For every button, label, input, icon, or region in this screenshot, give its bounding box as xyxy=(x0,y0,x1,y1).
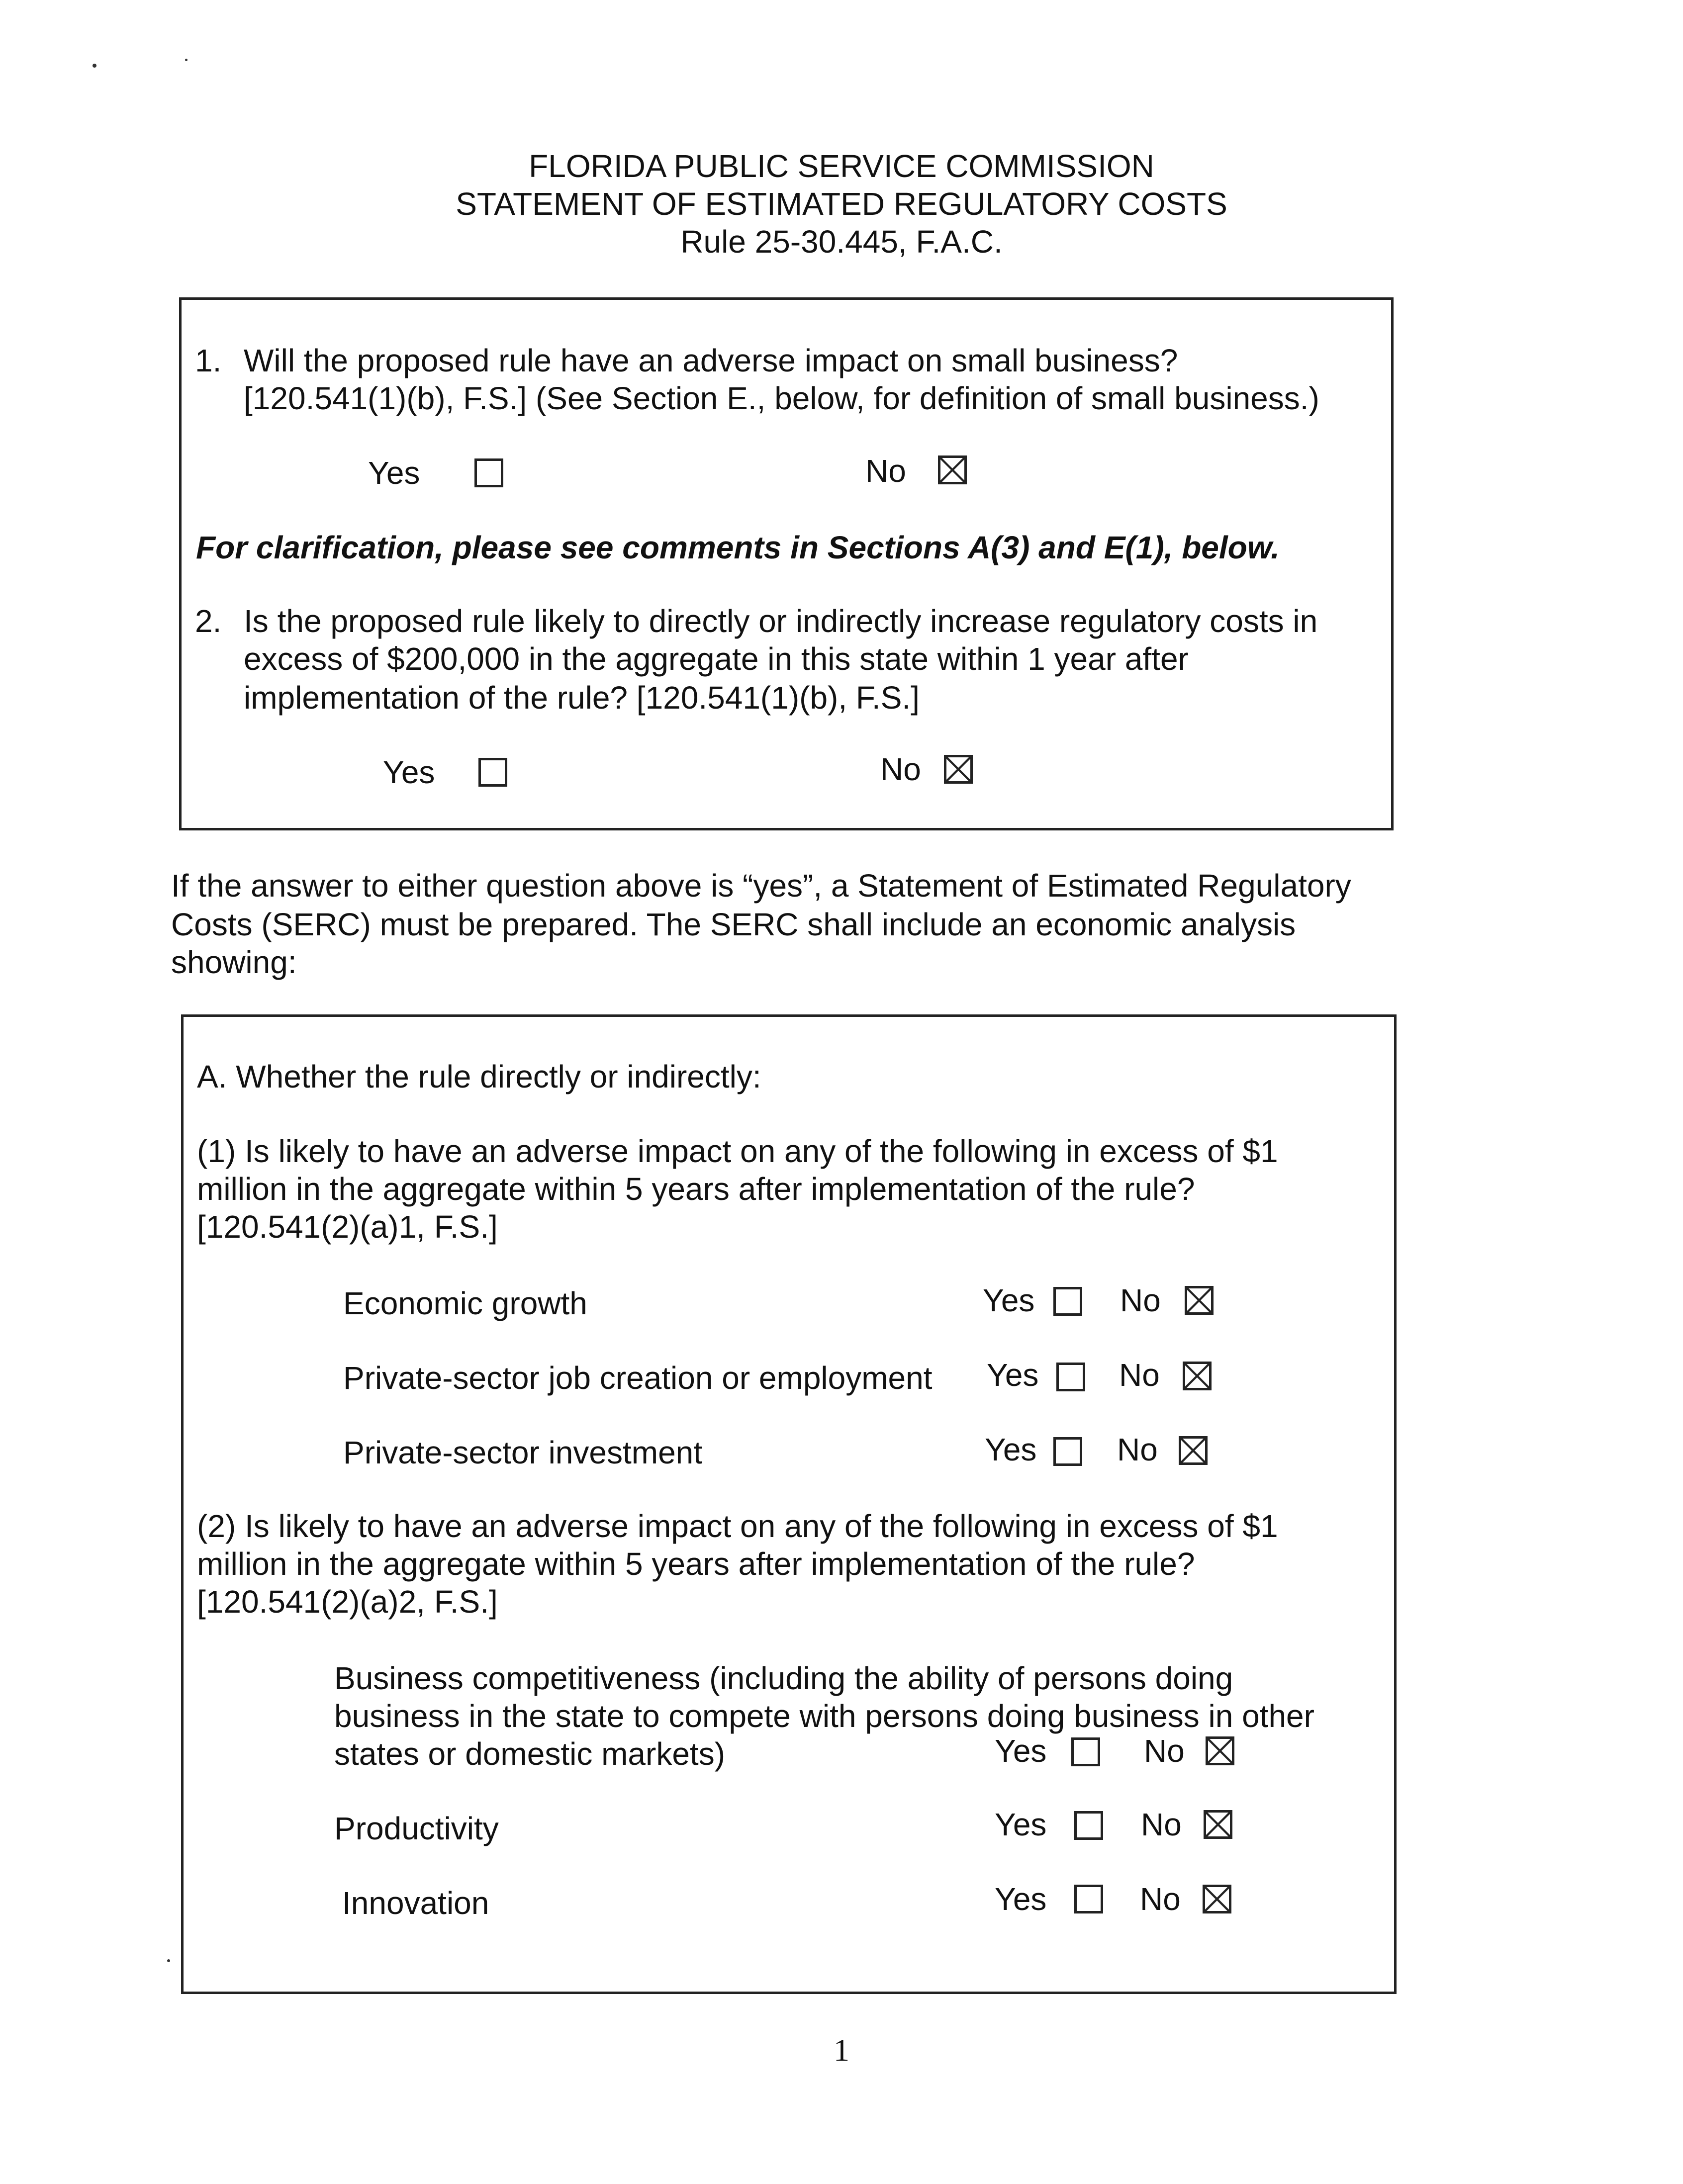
x-mark-icon xyxy=(1181,1439,1205,1462)
yes-label: Yes xyxy=(995,1881,1047,1917)
q1-yes-label: Yes xyxy=(368,455,420,491)
section-a-heading: A. Whether the rule directly or indirectly: xyxy=(197,1059,761,1094)
clarification-note: For clarification, please see comments in Sections A(3) and E(1), below. xyxy=(196,530,1280,565)
item-label: Innovation xyxy=(342,1885,489,1921)
serc-note-line1: If the answer to either question above is “yes”, a Statement of Estimated Regulatory xyxy=(171,868,1351,904)
competitiveness-no-checkbox[interactable] xyxy=(1206,1736,1234,1765)
yes-label: Yes xyxy=(987,1357,1039,1393)
q1-question-line2: [120.541(1)(b), F.S.] (See Section E., below, for definition of small business.) xyxy=(244,380,1319,416)
q2-question-line3: implementation of the rule? [120.541(1)(b), F.S.] xyxy=(244,680,920,716)
q2-no-checkbox[interactable] xyxy=(944,755,973,784)
serc-note-line3: showing: xyxy=(171,944,297,980)
no-label: No xyxy=(1141,1807,1182,1842)
q1-no-label: No xyxy=(865,453,906,489)
q2-number: 2. xyxy=(195,603,222,639)
q1-yes-checkbox[interactable] xyxy=(474,458,503,487)
page-number: 1 xyxy=(834,2032,849,2068)
item-label-line1: Business competitiveness (including the ability of persons doing xyxy=(334,1660,1233,1696)
no-label: No xyxy=(1117,1432,1158,1467)
q2-no-label: No xyxy=(880,751,921,787)
productivity-yes-checkbox[interactable] xyxy=(1074,1811,1103,1840)
scan-speck xyxy=(93,64,96,68)
x-mark-icon xyxy=(1187,1288,1211,1312)
header-rule-number: Rule 25-30.445, F.A.C. xyxy=(680,224,1003,260)
scan-speck xyxy=(167,1959,170,1962)
x-mark-icon xyxy=(940,458,964,482)
part1-text-line3: [120.541(2)(a)1, F.S.] xyxy=(197,1209,498,1245)
part1-text-line2: million in the aggregate within 5 years after implementation of the rule? xyxy=(197,1171,1195,1207)
serc-note-line2: Costs (SERC) must be prepared. The SERC shall include an economic analysis xyxy=(171,907,1296,942)
x-mark-icon xyxy=(1185,1364,1209,1388)
item-label-line2: business in the state to compete with persons doing business in other xyxy=(334,1698,1314,1734)
q2-yes-checkbox[interactable] xyxy=(478,758,507,787)
part2-text-line1: (2) Is likely to have an adverse impact on any of the following in excess of $1 xyxy=(197,1508,1278,1544)
item-label: Private-sector investment xyxy=(343,1435,703,1470)
part1-text-line1: (1) Is likely to have an adverse impact on any of the following in excess of $1 xyxy=(197,1133,1278,1169)
header-agency: FLORIDA PUBLIC SERVICE COMMISSION xyxy=(529,148,1154,184)
yes-label: Yes xyxy=(995,1733,1047,1769)
x-mark-icon xyxy=(1205,1887,1229,1911)
scan-speck xyxy=(185,59,187,61)
economic-growth-no-checkbox[interactable] xyxy=(1185,1286,1214,1315)
innovation-no-checkbox[interactable] xyxy=(1203,1885,1231,1913)
job-creation-no-checkbox[interactable] xyxy=(1183,1362,1212,1390)
item-label-line3: states or domestic markets) xyxy=(334,1736,725,1772)
no-label: No xyxy=(1144,1733,1185,1769)
x-mark-icon xyxy=(1206,1813,1230,1836)
part2-text-line3: [120.541(2)(a)2, F.S.] xyxy=(197,1584,498,1620)
q2-question-line1: Is the proposed rule likely to directly or indirectly increase regulatory costs in xyxy=(244,603,1318,639)
investment-no-checkbox[interactable] xyxy=(1179,1436,1208,1465)
header-statement-title: STATEMENT OF ESTIMATED REGULATORY COSTS xyxy=(456,186,1227,222)
x-mark-icon xyxy=(946,757,970,781)
yes-label: Yes xyxy=(983,1282,1035,1318)
item-label: Economic growth xyxy=(343,1285,587,1321)
no-label: No xyxy=(1119,1357,1160,1393)
competitiveness-yes-checkbox[interactable] xyxy=(1071,1737,1100,1766)
yes-label: Yes xyxy=(995,1807,1047,1842)
job-creation-yes-checkbox[interactable] xyxy=(1056,1363,1085,1391)
no-label: No xyxy=(1120,1282,1161,1318)
investment-yes-checkbox[interactable] xyxy=(1053,1437,1082,1466)
part2-text-line2: million in the aggregate within 5 years after implementation of the rule? xyxy=(197,1546,1195,1582)
item-label: Private-sector job creation or employment xyxy=(343,1360,933,1396)
q2-yes-label: Yes xyxy=(383,754,435,790)
innovation-yes-checkbox[interactable] xyxy=(1074,1885,1103,1913)
economic-growth-yes-checkbox[interactable] xyxy=(1053,1287,1082,1316)
item-label: Productivity xyxy=(334,1811,499,1846)
no-label: No xyxy=(1140,1881,1181,1917)
q1-number: 1. xyxy=(195,343,222,378)
x-mark-icon xyxy=(1208,1739,1232,1763)
yes-label: Yes xyxy=(985,1432,1037,1467)
q1-question-line1: Will the proposed rule have an adverse impact on small business? xyxy=(244,343,1178,378)
q1-no-checkbox[interactable] xyxy=(938,455,967,484)
productivity-no-checkbox[interactable] xyxy=(1204,1810,1232,1839)
q2-question-line2: excess of $200,000 in the aggregate in this state within 1 year after xyxy=(244,641,1189,677)
